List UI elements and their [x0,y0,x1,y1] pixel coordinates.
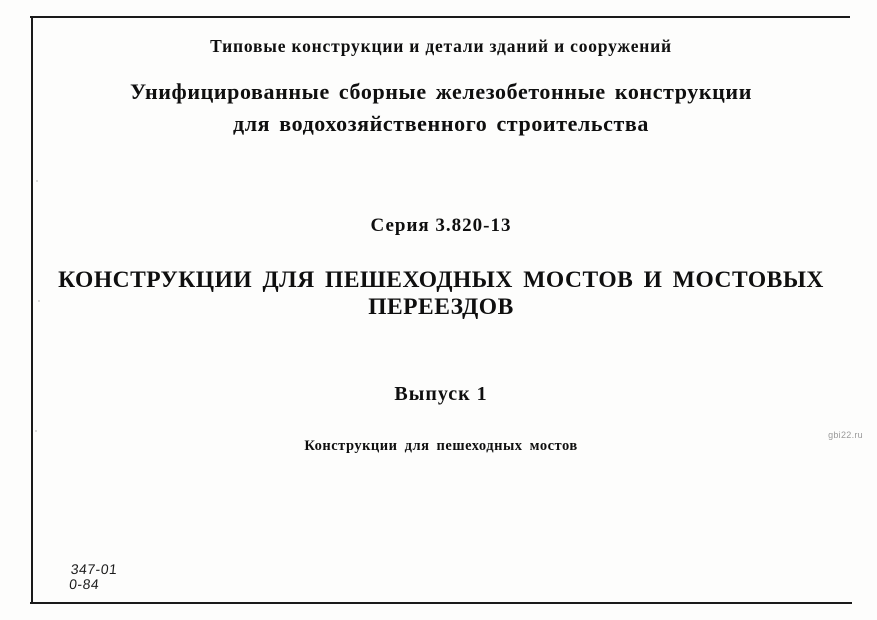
watermark-text: gbi22.ru [828,430,863,440]
archive-stamp-line-1: 347-01 [70,561,119,577]
document-subtitle-line-2: для водохозяйственного строительства [233,111,649,136]
archive-stamp [68,562,118,592]
issue-label: Выпуск 1 [394,383,488,405]
page-border-bottom [30,602,852,604]
series-number: Серия 3.820-13 [370,215,512,236]
document-subtitle-line-1: Унифицированные сборные железобетонные конструкции [130,79,752,104]
issue-subtitle: Конструкции для пешеходных мостов [304,438,578,454]
archive-stamp-line-2: 0-84 [68,576,101,593]
document-content [31,16,851,602]
document-header-line: Типовые конструкции и детали зданий и сооружений [210,36,672,56]
page-title: КОНСТРУКЦИИ ДЛЯ ПЕШЕХОДНЫХ МОСТОВ И МОСТОВЫХ ПЕРЕЕЗДОВ [58,267,824,320]
